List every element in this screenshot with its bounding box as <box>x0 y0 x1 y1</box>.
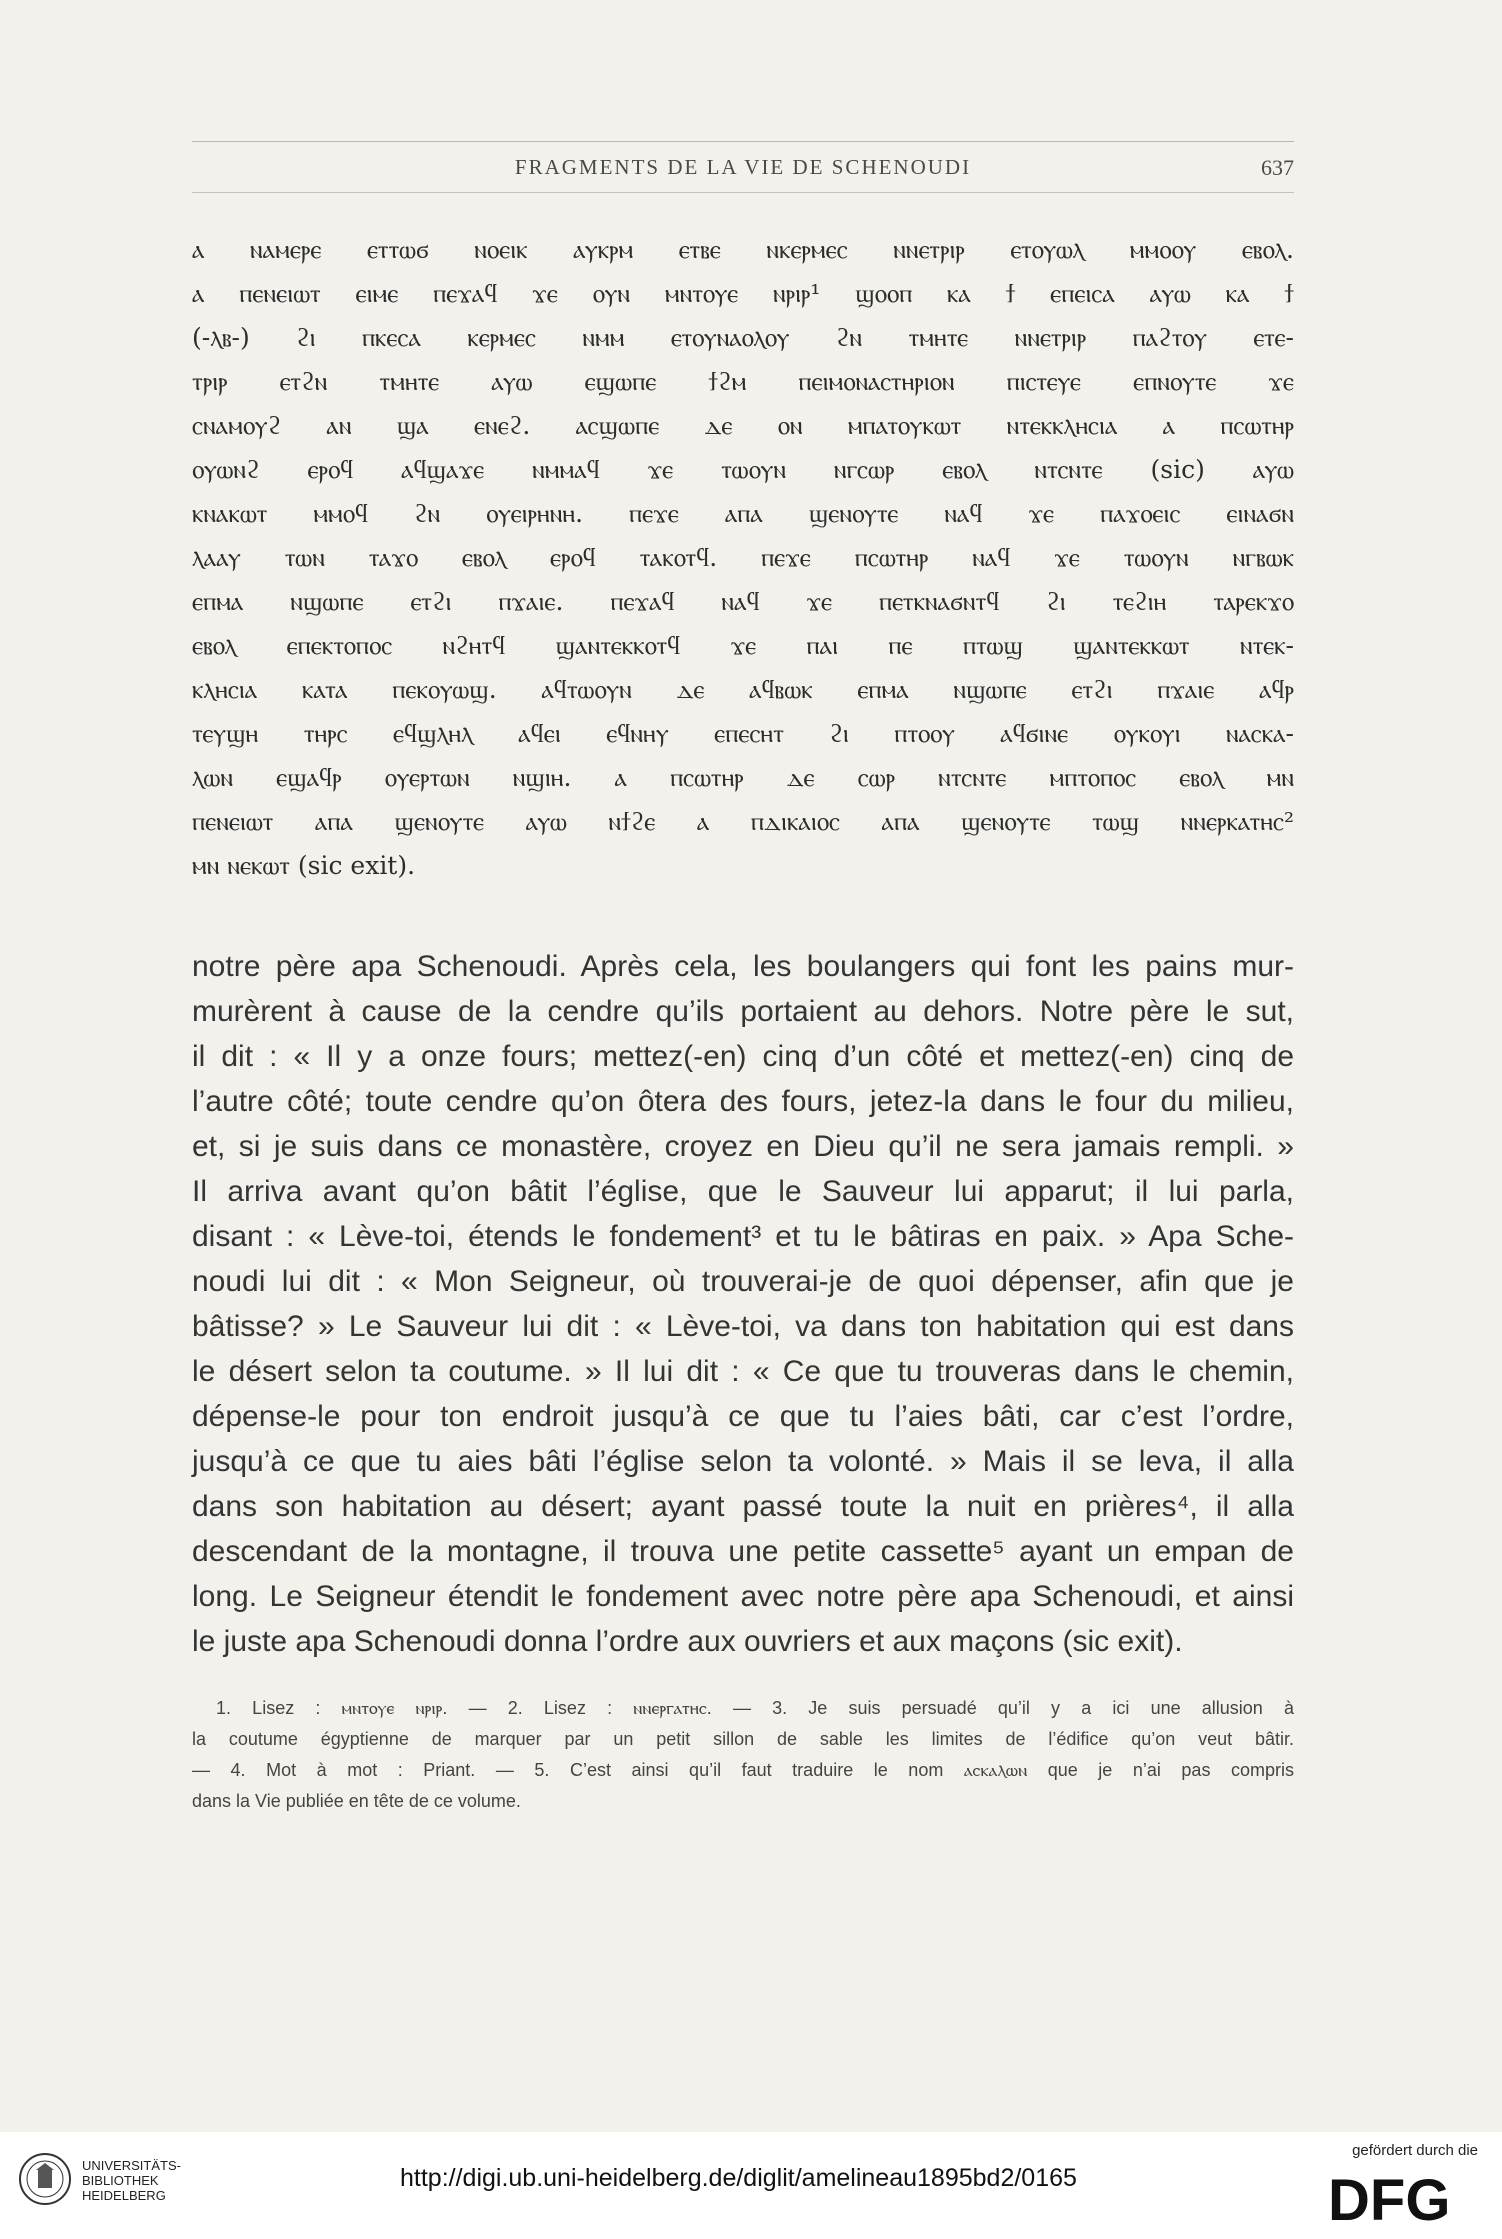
french-line: dépense-le pour ton endroit jusqu’à ce que tu l’aies bâti, car c’est l’ordre, <box>192 1400 1294 1433</box>
french-line: murèrent à cause de la cendre qu’ils portaient au dehors. Notre père le sut, <box>192 995 1294 1028</box>
footnote-line: 1. Lisez : ⲙⲛⲧⲟⲩⲉ ⲛⲣⲓⲣ. — 2. Lisez : ⲛⲛⲉⲣⲅⲁⲧⲏⲥ. — 3. Je suis persuadé qu’il y a ici une allusion à <box>216 1698 1294 1718</box>
french-translation-block <box>192 944 1294 1664</box>
french-line: long. Le Seigneur étendit le fondement avec notre père apa Schenoudi, et ainsi <box>192 1580 1294 1613</box>
coptic-line: ⲕⲛⲁⲕⲱⲧ ⲙⲙⲟϥ ϩⲛ ⲟⲩⲉⲓⲣⲏⲛⲏ. ⲡⲉϫⲉ ⲁⲡⲁ ϣⲉⲛⲟⲩⲧⲉ ⲛⲁϥ ϫⲉ ⲡⲁϫⲟⲉⲓⲥ ⲉⲓⲛⲁϭⲛ <box>192 499 1294 528</box>
french-line: l’autre côté; toute cendre qu’on ôtera des fours, jetez-la dans le four du milieu, <box>192 1085 1294 1118</box>
french-line: jusqu’à ce que tu aies bâti l’église selon ta volonté. » Mais il se leva, il alla <box>192 1445 1294 1478</box>
university-line: BIBLIOTHEK <box>82 2173 159 2188</box>
university-seal-icon <box>18 2152 72 2206</box>
french-line: disant : « Lève-toi, étends le fondement³ et tu le bâtiras en paix. » Apa Sche- <box>192 1220 1294 1253</box>
source-url-link[interactable]: http://digi.ub.uni-heidelberg.de/diglit/amelineau1895bd2/0165 <box>400 2164 1077 2192</box>
head-rule <box>192 192 1294 193</box>
footnotes <box>192 1693 1294 1817</box>
coptic-line: ⲉⲡⲙⲁ ⲛϣⲱⲡⲉ ⲉⲧϩⲓ ⲡϫⲁⲓⲉ. ⲡⲉϫⲁϥ ⲛⲁϥ ϫⲉ ⲡⲉⲧⲕⲛⲁϭⲛⲧϥ ϩⲓ ⲧⲉϩⲓⲏ ⲧⲁⲣⲉⲕϫⲟ <box>192 587 1294 616</box>
coptic-line: ⲡⲉⲛⲉⲓⲱⲧ ⲁⲡⲁ ϣⲉⲛⲟⲩⲧⲉ ⲁⲩⲱ ⲛϯϩⲉ ⲁ ⲡⲇⲓⲕⲁⲓⲟⲥ ⲁⲡⲁ ϣⲉⲛⲟⲩⲧⲉ ⲧⲱϣ ⲛⲛⲉⲣⲕⲁⲧⲏⲥ² <box>192 807 1294 836</box>
french-line: notre père apa Schenoudi. Après cela, les boulangers qui font les pains mur- <box>192 950 1294 983</box>
coptic-line: ⲟⲩⲱⲛϩ ⲉⲣⲟϥ ⲁϥϣⲁϫⲉ ⲛⲙⲙⲁϥ ϫⲉ ⲧⲱⲟⲩⲛ ⲛⲅⲥⲱⲣ ⲉⲃⲟⲗ ⲛⲧⲥⲛⲧⲉ (sic) ⲁⲩⲱ <box>192 455 1294 484</box>
footnote-line: la coutume égyptienne de marquer par un petit sillon de sable les limites de l’édifice qu’on veut bâtir. <box>192 1729 1294 1749</box>
coptic-line: ⲗⲁⲁⲩ ⲧⲱⲛ ⲧⲁϫⲟ ⲉⲃⲟⲗ ⲉⲣⲟϥ ⲧⲁⲕⲟⲧϥ. ⲡⲉϫⲉ ⲡⲥⲱⲧⲏⲣ ⲛⲁϥ ϫⲉ ⲧⲱⲟⲩⲛ ⲛⲅⲃⲱⲕ <box>192 543 1294 572</box>
french-line: il dit : « Il y a onze fours; mettez(-en) cinq d’un côté et mettez(-en) cinq de <box>192 1040 1294 1073</box>
running-head <box>192 155 1294 189</box>
french-line: noudi lui dit : « Mon Seigneur, où trouverai-je de quoi dépenser, afin que je <box>192 1265 1294 1298</box>
coptic-text-block <box>192 228 1294 888</box>
coptic-line: ⲉⲃⲟⲗ ⲉⲡⲉⲕⲧⲟⲡⲟⲥ ⲛϩⲏⲧϥ ϣⲁⲛⲧⲉⲕⲕⲟⲧϥ ϫⲉ ⲡⲁⲓ ⲡⲉ ⲡⲧⲱϣ ϣⲁⲛⲧⲉⲕⲕⲱⲧ ⲛⲧⲉⲕ- <box>192 631 1294 660</box>
coptic-line: ⲥⲛⲁⲙⲟⲩϩ ⲁⲛ ϣⲁ ⲉⲛⲉϩ. ⲁⲥϣⲱⲡⲉ ⲇⲉ ⲟⲛ ⲙⲡⲁⲧⲟⲩⲕⲱⲧ ⲛⲧⲉⲕⲕⲗⲏⲥⲓⲁ ⲁ ⲡⲥⲱⲧⲏⲣ <box>192 411 1294 440</box>
french-line: dans son habitation au désert; ayant passé toute la nuit en prières⁴, il alla <box>192 1490 1294 1523</box>
french-line: le juste apa Schenoudi donna l’ordre aux ouvriers et aux maçons (sic exit). <box>192 1625 1183 1658</box>
top-rule <box>192 141 1294 142</box>
dfg-logo-text: DFG <box>1328 2170 1451 2226</box>
french-line: bâtisse? » Le Sauveur lui dit : « Lève-toi, va dans ton habitation qui est dans <box>192 1310 1294 1343</box>
coptic-line: ⲁ ⲡⲉⲛⲉⲓⲱⲧ ⲉⲓⲙⲉ ⲡⲉϫⲁϥ ϫⲉ ⲟⲩⲛ ⲙⲛⲧⲟⲩⲉ ⲛⲣⲓⲣ¹ ϣⲟⲟⲡ ⲕⲁ ϯ ⲉⲡⲉⲓⲥⲁ ⲁⲩⲱ ⲕⲁ ϯ <box>192 279 1294 308</box>
footnote-line: — 4. Mot à mot : Priant. — 5. C’est ainsi qu’il faut traduire le nom ⲁⲥⲕⲁⲗⲱⲛ que je n’ai pas compris <box>192 1760 1294 1780</box>
university-line: UNIVERSITÄTS- <box>82 2158 181 2173</box>
coptic-line: ⲧⲉⲩϣⲏ ⲧⲏⲣⲥ ⲉϥϣⲗⲏⲗ ⲁϥⲉⲓ ⲉϥⲛⲏⲩ ⲉⲡⲉⲥⲏⲧ ϩⲓ ⲡⲧⲟⲟⲩ ⲁϥϭⲓⲛⲉ ⲟⲩⲕⲟⲩⲓ ⲛⲁⲥⲕⲁ- <box>192 719 1294 748</box>
page-number: 637 <box>1261 155 1294 180</box>
coptic-line: ⲗⲱⲛ ⲉϣⲁϥⲣ ⲟⲩⲉⲣⲧⲱⲛ ⲛϣⲓⲏ. ⲁ ⲡⲥⲱⲧⲏⲣ ⲇⲉ ⲥⲱⲣ ⲛⲧⲥⲛⲧⲉ ⲙⲡⲧⲟⲡⲟⲥ ⲉⲃⲟⲗ ⲙⲛ <box>192 763 1294 792</box>
french-line: le désert selon ta coutume. » Il lui dit : « Ce que tu trouveras dans le chemin, <box>192 1355 1294 1388</box>
french-line: Il arriva avant qu’on bâtit l’église, que le Sauveur lui apparut; il lui parla, <box>192 1175 1294 1208</box>
dfg-logo <box>1328 2170 1478 2226</box>
coptic-line: ⲁ ⲛⲁⲙⲉⲣⲉ ⲉⲧⲧⲱϭ ⲛⲟⲉⲓⲕ ⲁⲩⲕⲣⲙ ⲉⲧⲃⲉ ⲛⲕⲉⲣⲙⲉⲥ ⲛⲛⲉⲧⲣⲓⲣ ⲉⲧⲟⲩⲱⲗ ⲙⲙⲟⲟⲩ ⲉⲃⲟⲗ. <box>192 235 1294 264</box>
french-line: descendant de la montagne, il trouva une petite cassette⁵ ayant un empan de <box>192 1535 1294 1568</box>
funding-note: gefördert durch die <box>1352 2142 1478 2159</box>
coptic-line: ⲙⲛ ⲛⲉⲕⲱⲧ (sic exit). <box>192 851 416 880</box>
coptic-line: (-ⲗⲃ-) ϩⲓ ⲡⲕⲉⲥⲁ ⲕⲉⲣⲙⲉⲥ ⲛⲙⲙ ⲉⲧⲟⲩⲛⲁⲟⲗⲟⲩ ϩⲛ ⲧⲙⲏⲧⲉ ⲛⲛⲉⲧⲣⲓⲣ ⲡⲁϩⲧⲟⲩ ⲉⲧⲉ- <box>192 323 1294 352</box>
running-title: FRAGMENTS DE LA VIE DE SCHENOUDI <box>514 155 972 179</box>
footnote-line: dans la Vie publiée en tête de ce volume. <box>192 1791 521 1811</box>
coptic-line: ⲧⲣⲓⲣ ⲉⲧϩⲛ ⲧⲙⲏⲧⲉ ⲁⲩⲱ ⲉϣⲱⲡⲉ ϯϩⲙ ⲡⲉⲓⲙⲟⲛⲁⲥⲧⲏⲣⲓⲟⲛ ⲡⲓⲥⲧⲉⲩⲉ ⲉⲡⲛⲟⲩⲧⲉ ϫⲉ <box>192 367 1294 396</box>
coptic-line: ⲕⲗⲏⲥⲓⲁ ⲕⲁⲧⲁ ⲡⲉⲕⲟⲩⲱϣ. ⲁϥⲧⲱⲟⲩⲛ ⲇⲉ ⲁϥⲃⲱⲕ ⲉⲡⲙⲁ ⲛϣⲱⲡⲉ ⲉⲧϩⲓ ⲡϫⲁⲓⲉ ⲁϥⲣ <box>192 675 1294 704</box>
footer-bar <box>0 2132 1502 2239</box>
university-line: HEIDELBERG <box>82 2188 166 2203</box>
french-line: et, si je suis dans ce monastère, croyez en Dieu qu’il ne sera jamais rempli. » <box>192 1130 1294 1163</box>
university-library-name <box>82 2158 181 2203</box>
